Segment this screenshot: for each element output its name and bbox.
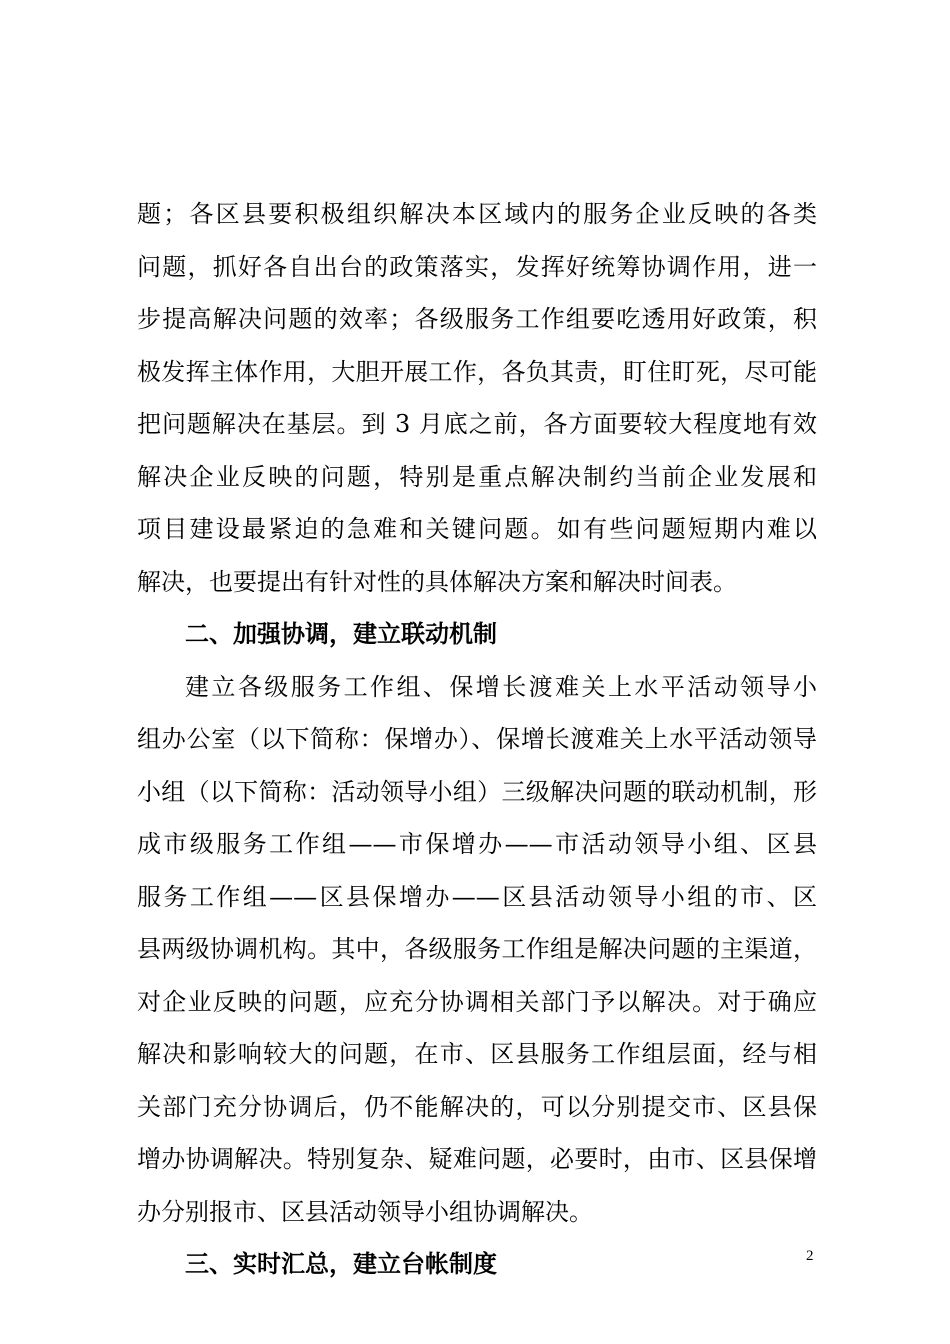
text-line: 办分别报市、区县活动领导小组协调解决。	[137, 1197, 593, 1226]
section-heading-2: 二、加强协调，建立联动机制	[185, 619, 497, 648]
text-line: 服务工作组——区县保增办——区县活动领导小组的市、区	[137, 882, 817, 911]
text-line: 县两级协调机构。其中，各级服务工作组是解决问题的主渠道，	[137, 935, 817, 963]
document-body	[137, 188, 817, 1291]
text-line: 把问题解决在基层。到 3 月底之前，各方面要较大程度地有效	[137, 410, 817, 438]
text-line: 问题，抓好各自出台的政策落实，发挥好统筹协调作用，进一	[137, 252, 817, 281]
text-line: 解决企业反映的问题，特别是重点解决制约当前企业发展和	[137, 462, 817, 491]
text-line: 题；各区县要积极组织解决本区域内的服务企业反映的各类	[137, 200, 817, 228]
text-line: 组办公室（以下简称：保增办）、保增长渡难关上水平活动领导	[137, 725, 817, 753]
text-line: 解决和影响较大的问题，在市、区县服务工作组层面，经与相	[137, 1040, 817, 1068]
paragraph-continued	[137, 188, 817, 608]
text-line: 解决，也要提出有针对性的具体解决方案和解决时间表。	[137, 567, 737, 596]
text-line: 关部门充分协调后，仍不能解决的，可以分别提交市、区县保	[137, 1092, 817, 1121]
text-line: 极发挥主体作用，大胆开展工作，各负其责，盯住盯死，尽可能	[137, 357, 817, 386]
text-line: 小组（以下简称：活动领导小组）三级解决问题的联动机制，形	[137, 777, 817, 806]
page-number: 2	[806, 1248, 814, 1264]
text-line: 成市级服务工作组——市保增办——市活动领导小组、区县	[137, 830, 817, 858]
paragraph-linkage-mechanism	[137, 661, 817, 1239]
text-line: 项目建设最紧迫的急难和关键问题。如有些问题短期内难以	[137, 515, 817, 543]
text-line: 建立各级服务工作组、保增长渡难关上水平活动领导小	[185, 672, 817, 701]
text-line: 步提高解决问题的效率；各级服务工作组要吃透用好政策，积	[137, 305, 817, 333]
section-heading-3: 三、实时汇总，建立台帐制度	[185, 1249, 497, 1278]
text-line: 对企业反映的问题，应充分协调相关部门予以解决。对于确应	[137, 987, 817, 1016]
text-line: 增办协调解决。特别复杂、疑难问题，必要时，由市、区县保增	[137, 1145, 817, 1173]
